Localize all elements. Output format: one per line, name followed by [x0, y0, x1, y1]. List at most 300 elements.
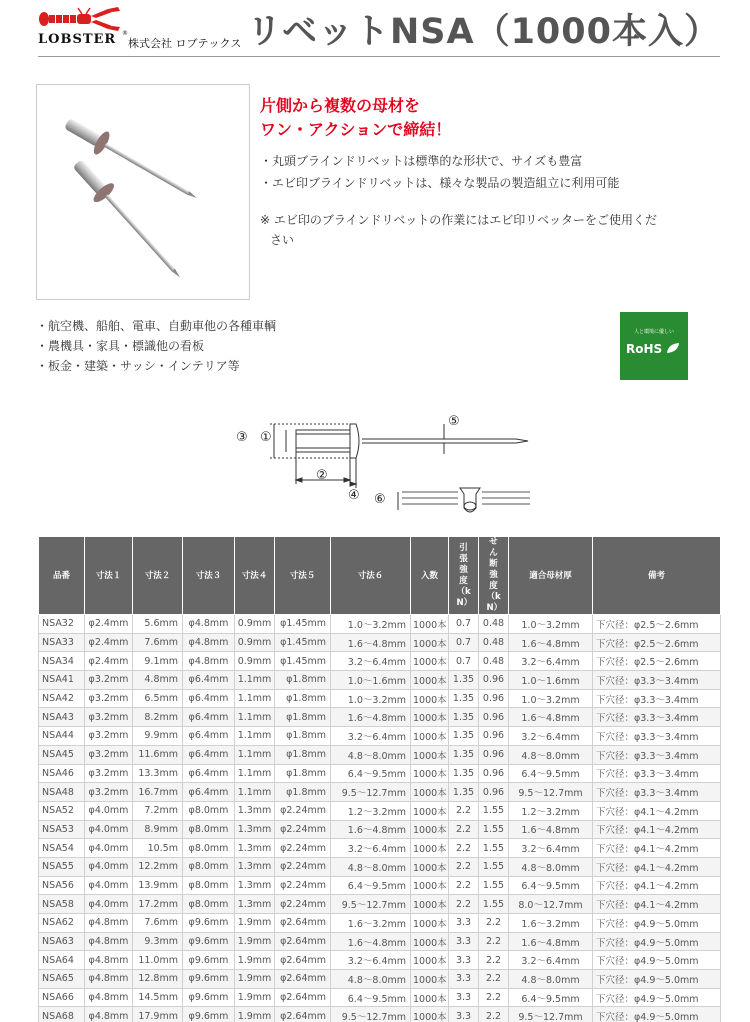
table-cell: 1.35	[449, 783, 479, 802]
table-cell: φ2.64mm	[275, 914, 331, 933]
table-cell: 11.6mm	[133, 745, 183, 764]
table-cell: NSA45	[39, 745, 85, 764]
table-cell: φ4.8mm	[183, 633, 235, 652]
table-cell: NSA41	[39, 671, 85, 690]
table-cell: φ1.45mm	[275, 615, 331, 634]
table-cell: 1.1mm	[235, 708, 275, 727]
table-cell: 9.5～12.7mm	[331, 1007, 411, 1022]
application-item: ・板金・建築・サッシ・インテリア等	[36, 359, 240, 373]
note-line: ※ エビ印のブラインドリベットの作業にはエビ印リベッターをご使用くだ	[260, 213, 658, 227]
table-cell: 1.3mm	[235, 801, 275, 820]
table-row	[39, 689, 721, 708]
table-cell: φ8.0mm	[183, 820, 235, 839]
table-cell: 1000本	[411, 895, 449, 914]
table-row	[39, 820, 721, 839]
table-cell: NSA58	[39, 895, 85, 914]
table-row	[39, 652, 721, 671]
table-cell: φ8.0mm	[183, 895, 235, 914]
table-cell: φ8.0mm	[183, 801, 235, 820]
table-cell: 6.4～9.5mm	[331, 764, 411, 783]
table-cell: 1000本	[411, 671, 449, 690]
table-cell: 3.2～6.4mm	[509, 951, 593, 970]
table-cell: 下穴径：φ3.3～3.4mm	[593, 783, 721, 802]
column-header: 寸法６	[331, 537, 411, 615]
table-cell: φ1.8mm	[275, 708, 331, 727]
table-cell: 下穴径：φ2.5～2.6mm	[593, 633, 721, 652]
table-cell: 1.1mm	[235, 745, 275, 764]
table-cell: φ4.8mm	[85, 932, 133, 951]
table-cell: 1000本	[411, 633, 449, 652]
table-cell: 2.2	[479, 951, 509, 970]
table-cell: 1000本	[411, 857, 449, 876]
table-cell: 1000本	[411, 876, 449, 895]
table-row	[39, 1007, 721, 1022]
table-cell: φ4.8mm	[85, 914, 133, 933]
feature-list	[260, 150, 619, 194]
table-cell: 1000本	[411, 970, 449, 989]
table-cell: 7.6mm	[133, 633, 183, 652]
column-header: 品番	[39, 537, 85, 615]
table-cell: 9.1mm	[133, 652, 183, 671]
catch-line: ワン・アクションで締結！	[260, 120, 452, 139]
table-cell: 0.96	[479, 764, 509, 783]
table-cell: 下穴径：φ4.1～4.2mm	[593, 839, 721, 858]
table-cell: 0.7	[449, 652, 479, 671]
table-row	[39, 633, 721, 652]
table-cell: φ8.0mm	[183, 876, 235, 895]
table-cell: 1.35	[449, 745, 479, 764]
product-photo	[36, 84, 250, 300]
table-cell: 1.55	[479, 839, 509, 858]
table-cell: 1.1mm	[235, 671, 275, 690]
table-cell: 6.4～9.5mm	[509, 988, 593, 1007]
table-cell: φ9.6mm	[183, 970, 235, 989]
table-cell: 1.1mm	[235, 783, 275, 802]
table-cell: φ1.8mm	[275, 745, 331, 764]
table-cell: φ3.2mm	[85, 745, 133, 764]
table-cell: 1.35	[449, 671, 479, 690]
table-cell: 3.2～6.4mm	[509, 839, 593, 858]
table-cell: NSA53	[39, 820, 85, 839]
table-cell: φ3.2mm	[85, 689, 133, 708]
catch-copy	[260, 94, 451, 142]
table-cell: φ2.64mm	[275, 1007, 331, 1022]
table-cell: 1.35	[449, 727, 479, 746]
table-cell: φ2.24mm	[275, 895, 331, 914]
table-cell: 下穴径：φ2.5～2.6mm	[593, 615, 721, 634]
table-cell: 6.5mm	[133, 689, 183, 708]
table-cell: 1.35	[449, 689, 479, 708]
table-cell: NSA54	[39, 839, 85, 858]
table-cell: 3.3	[449, 951, 479, 970]
table-cell: φ6.4mm	[183, 708, 235, 727]
table-cell: 1.1mm	[235, 689, 275, 708]
table-cell: φ4.0mm	[85, 820, 133, 839]
table-cell: 3.3	[449, 1007, 479, 1022]
dim-label-4: ④	[348, 488, 360, 503]
shear-strength-header: せん断強度（kN）	[486, 537, 503, 613]
table-row	[39, 932, 721, 951]
table-cell: 1000本	[411, 988, 449, 1007]
table-cell: 4.8～8.0mm	[331, 857, 411, 876]
table-cell: φ9.6mm	[183, 951, 235, 970]
table-cell: 下穴径：φ4.1～4.2mm	[593, 895, 721, 914]
column-header: 寸法３	[183, 537, 235, 615]
table-cell: NSA44	[39, 727, 85, 746]
table-cell: 11.0mm	[133, 951, 183, 970]
table-cell: 下穴径：φ3.3～3.4mm	[593, 764, 721, 783]
table-cell: 2.2	[479, 932, 509, 951]
table-cell: 2.2	[479, 914, 509, 933]
table-cell: 3.3	[449, 932, 479, 951]
table-row	[39, 708, 721, 727]
registered-mark: ®	[122, 30, 128, 37]
table-row	[39, 970, 721, 989]
table-cell: 2.2	[449, 801, 479, 820]
table-cell: 1000本	[411, 764, 449, 783]
table-cell: 9.3mm	[133, 932, 183, 951]
table-cell: φ4.0mm	[85, 876, 133, 895]
table-row	[39, 914, 721, 933]
table-cell: NSA55	[39, 857, 85, 876]
brand-name: LOBSTER	[38, 32, 117, 47]
table-cell: 4.8～8.0mm	[331, 970, 411, 989]
table-cell: 0.48	[479, 615, 509, 634]
table-cell: 1000本	[411, 727, 449, 746]
spec-table-body	[39, 615, 721, 1022]
table-cell: 3.2～6.4mm	[331, 839, 411, 858]
table-cell: φ2.4mm	[85, 633, 133, 652]
table-cell: 0.9mm	[235, 615, 275, 634]
table-cell: φ4.8mm	[85, 951, 133, 970]
table-cell: 下穴径：φ2.5～2.6mm	[593, 652, 721, 671]
table-cell: 下穴径：φ3.3～3.4mm	[593, 745, 721, 764]
table-cell: 0.48	[479, 652, 509, 671]
table-cell: 1.35	[449, 708, 479, 727]
table-row	[39, 671, 721, 690]
table-cell: φ3.2mm	[85, 708, 133, 727]
table-cell: 5.6mm	[133, 615, 183, 634]
rohs-tagline: 人と環境に優しい	[633, 329, 674, 335]
table-cell: 1.3mm	[235, 895, 275, 914]
table-cell: 1.2～3.2mm	[331, 801, 411, 820]
table-cell: φ6.4mm	[183, 689, 235, 708]
table-cell: 4.8～8.0mm	[509, 745, 593, 764]
lobster-icon	[38, 6, 124, 32]
table-cell: φ9.6mm	[183, 932, 235, 951]
table-cell: 1.6～4.8mm	[331, 932, 411, 951]
table-cell: φ1.8mm	[275, 689, 331, 708]
table-cell: 8.9mm	[133, 820, 183, 839]
table-cell: 1000本	[411, 783, 449, 802]
table-cell: 6.4～9.5mm	[509, 764, 593, 783]
table-cell: φ8.0mm	[183, 857, 235, 876]
table-cell: 3.3	[449, 970, 479, 989]
dim-label-5: ⑤	[448, 414, 460, 429]
table-cell: φ2.24mm	[275, 820, 331, 839]
table-cell: 16.7mm	[133, 783, 183, 802]
dim-label-3: ③	[236, 430, 248, 445]
table-cell: 1.6～4.8mm	[509, 708, 593, 727]
table-cell: φ1.8mm	[275, 727, 331, 746]
table-cell: 3.3	[449, 988, 479, 1007]
table-cell: φ2.24mm	[275, 857, 331, 876]
page-title: リベットNSA（1000本入）	[246, 12, 720, 52]
table-cell: 9.5～12.7mm	[331, 895, 411, 914]
table-cell: 1.0～3.2mm	[331, 615, 411, 634]
table-cell: 1000本	[411, 708, 449, 727]
table-row	[39, 857, 721, 876]
table-cell: φ2.4mm	[85, 652, 133, 671]
note-line: さい	[270, 233, 295, 247]
table-row	[39, 895, 721, 914]
table-cell: 1.9mm	[235, 1007, 275, 1022]
column-header: 寸法２	[133, 537, 183, 615]
table-cell: NSA32	[39, 615, 85, 634]
table-cell: 1.3mm	[235, 839, 275, 858]
table-cell: φ4.0mm	[85, 839, 133, 858]
table-cell: φ2.24mm	[275, 801, 331, 820]
table-cell: 1.0～3.2mm	[509, 689, 593, 708]
tensile-strength-header: 引張強度（kN）	[456, 542, 473, 608]
table-cell: 2.2	[479, 1007, 509, 1022]
header-divider	[38, 56, 720, 57]
rivet-photo-illustration	[37, 85, 249, 299]
feature-item: ・丸頭ブラインドリベットは標準的な形状で、サイズも豊富	[260, 154, 583, 168]
column-header: 寸法４	[235, 537, 275, 615]
table-cell: NSA42	[39, 689, 85, 708]
table-cell: 1.0～3.2mm	[331, 689, 411, 708]
table-cell: 下穴径：φ4.1～4.2mm	[593, 876, 721, 895]
table-cell: 3.2～6.4mm	[509, 652, 593, 671]
table-cell: 1.6～4.8mm	[331, 633, 411, 652]
table-cell: NSA46	[39, 764, 85, 783]
table-cell: 下穴径：φ4.9～5.0mm	[593, 988, 721, 1007]
table-row	[39, 876, 721, 895]
column-header: 備考	[593, 537, 721, 615]
column-header: 寸法５	[275, 537, 331, 615]
table-cell: 0.96	[479, 708, 509, 727]
table-cell: NSA66	[39, 988, 85, 1007]
table-cell: 1.0～3.2mm	[509, 615, 593, 634]
table-cell: φ4.0mm	[85, 801, 133, 820]
table-cell: 0.96	[479, 745, 509, 764]
table-cell: 1000本	[411, 839, 449, 858]
table-cell: 4.8～8.0mm	[331, 745, 411, 764]
table-cell: 1.6～3.2mm	[509, 914, 593, 933]
table-cell: φ2.24mm	[275, 876, 331, 895]
table-cell: 1.55	[479, 857, 509, 876]
table-cell: 8.0～12.7mm	[509, 895, 593, 914]
table-cell: φ2.64mm	[275, 932, 331, 951]
table-cell: 1.55	[479, 801, 509, 820]
table-cell: 下穴径：φ4.9～5.0mm	[593, 951, 721, 970]
table-cell: 下穴径：φ4.9～5.0mm	[593, 932, 721, 951]
table-cell: 下穴径：φ4.9～5.0mm	[593, 970, 721, 989]
table-row	[39, 783, 721, 802]
rivet-dimension-diagram	[230, 408, 540, 520]
table-cell: 4.8mm	[133, 671, 183, 690]
table-cell: φ3.2mm	[85, 783, 133, 802]
table-cell: φ2.64mm	[275, 970, 331, 989]
table-cell: φ4.8mm	[85, 1007, 133, 1022]
table-cell: 2.2	[449, 876, 479, 895]
table-cell: 下穴径：φ4.1～4.2mm	[593, 820, 721, 839]
table-cell: 1.55	[479, 820, 509, 839]
table-cell: 1000本	[411, 914, 449, 933]
table-cell: 1.6～4.8mm	[509, 932, 593, 951]
dim-label-2: ②	[316, 468, 328, 483]
column-header	[449, 537, 479, 615]
table-cell: NSA34	[39, 652, 85, 671]
table-row	[39, 801, 721, 820]
table-cell: 7.6mm	[133, 914, 183, 933]
table-cell: 13.3mm	[133, 764, 183, 783]
table-cell: 1.9mm	[235, 988, 275, 1007]
table-cell: 0.9mm	[235, 652, 275, 671]
table-cell: 1000本	[411, 615, 449, 634]
table-cell: 2.2	[449, 820, 479, 839]
table-cell: 1.1mm	[235, 764, 275, 783]
leaf-icon	[666, 342, 680, 354]
table-cell: 1.6～4.8mm	[509, 633, 593, 652]
table-cell: 3.2～6.4mm	[331, 652, 411, 671]
lobster-logo	[38, 6, 242, 54]
table-cell: 4.8～8.0mm	[509, 970, 593, 989]
table-cell: φ3.2mm	[85, 764, 133, 783]
table-cell: 1000本	[411, 951, 449, 970]
table-cell: φ6.4mm	[183, 671, 235, 690]
table-cell: 下穴径：φ3.3～3.4mm	[593, 671, 721, 690]
table-cell: φ4.8mm	[183, 652, 235, 671]
table-cell: φ8.0mm	[183, 839, 235, 858]
table-cell: NSA68	[39, 1007, 85, 1022]
table-cell: φ6.4mm	[183, 727, 235, 746]
table-cell: 8.2mm	[133, 708, 183, 727]
feature-item: ・エビ印ブラインドリベットは、様々な製品の製造組立に利用可能	[260, 176, 620, 190]
table-cell: φ3.2mm	[85, 671, 133, 690]
table-cell: 1.55	[479, 895, 509, 914]
table-cell: 1.1mm	[235, 727, 275, 746]
table-cell: 2.2	[479, 970, 509, 989]
rohs-label: RoHS	[626, 342, 663, 356]
table-cell: φ6.4mm	[183, 783, 235, 802]
table-cell: 下穴径：φ4.1～4.2mm	[593, 801, 721, 820]
table-cell: 1000本	[411, 652, 449, 671]
table-cell: 1.9mm	[235, 932, 275, 951]
table-cell: 1000本	[411, 801, 449, 820]
column-header: 寸法１	[85, 537, 133, 615]
table-cell: 0.9mm	[235, 633, 275, 652]
table-cell: 1.9mm	[235, 914, 275, 933]
table-cell: φ4.8mm	[183, 615, 235, 634]
table-row	[39, 764, 721, 783]
table-cell: φ9.6mm	[183, 988, 235, 1007]
table-cell: 1.6～3.2mm	[331, 914, 411, 933]
table-cell: 0.96	[479, 727, 509, 746]
table-cell: 1000本	[411, 820, 449, 839]
page-header	[0, 0, 750, 60]
table-cell: 9.9mm	[133, 727, 183, 746]
table-cell: 9.5～12.7mm	[509, 1007, 593, 1022]
column-header	[479, 537, 509, 615]
table-cell: 3.2～6.4mm	[509, 727, 593, 746]
table-cell: 6.4～9.5mm	[331, 876, 411, 895]
table-cell: NSA65	[39, 970, 85, 989]
table-cell: 0.7	[449, 615, 479, 634]
table-cell: 1.55	[479, 876, 509, 895]
table-cell: 3.3	[449, 914, 479, 933]
usage-note	[260, 210, 718, 250]
catch-line: 片側から複数の母材を	[260, 96, 421, 115]
table-cell: 2.2	[479, 988, 509, 1007]
table-cell: φ6.4mm	[183, 745, 235, 764]
table-cell: 下穴径：φ3.3～3.4mm	[593, 727, 721, 746]
table-cell: φ6.4mm	[183, 764, 235, 783]
table-cell: 1.6～4.8mm	[331, 820, 411, 839]
table-cell: 1.6～4.8mm	[331, 708, 411, 727]
table-cell: 1.9mm	[235, 951, 275, 970]
table-cell: 17.2mm	[133, 895, 183, 914]
table-cell: 1.0～1.6mm	[331, 671, 411, 690]
table-cell: 1.9mm	[235, 970, 275, 989]
table-cell: 下穴径：φ4.9～5.0mm	[593, 914, 721, 933]
table-row	[39, 988, 721, 1007]
table-cell: 9.5～12.7mm	[331, 783, 411, 802]
table-cell: 0.7	[449, 633, 479, 652]
table-cell: NSA43	[39, 708, 85, 727]
table-row	[39, 727, 721, 746]
table-cell: φ4.8mm	[85, 988, 133, 1007]
table-cell: φ1.8mm	[275, 764, 331, 783]
table-cell: NSA33	[39, 633, 85, 652]
table-cell: 1000本	[411, 1007, 449, 1022]
table-cell: φ9.6mm	[183, 1007, 235, 1022]
company-name: 株式会社 ロブテックス	[128, 37, 242, 50]
application-item: ・農機具・家具・標識他の看板	[36, 339, 205, 353]
table-cell: NSA56	[39, 876, 85, 895]
table-cell: φ1.8mm	[275, 783, 331, 802]
column-header: 入数	[411, 537, 449, 615]
table-cell: φ4.0mm	[85, 857, 133, 876]
table-cell: NSA62	[39, 914, 85, 933]
table-cell: NSA48	[39, 783, 85, 802]
table-row	[39, 615, 721, 634]
table-row	[39, 839, 721, 858]
table-cell: 1.2～3.2mm	[509, 801, 593, 820]
table-cell: 3.2～6.4mm	[331, 951, 411, 970]
table-cell: φ9.6mm	[183, 914, 235, 933]
table-cell: 下穴径：φ3.3～3.4mm	[593, 689, 721, 708]
table-cell: NSA52	[39, 801, 85, 820]
spec-table	[38, 536, 721, 1022]
table-header-row	[39, 537, 721, 615]
column-header: 適合母材厚	[509, 537, 593, 615]
table-cell: 1.3mm	[235, 820, 275, 839]
table-cell: φ2.64mm	[275, 951, 331, 970]
table-cell: 1.3mm	[235, 876, 275, 895]
table-cell: 12.8mm	[133, 970, 183, 989]
table-cell: 1000本	[411, 745, 449, 764]
table-cell: 17.9mm	[133, 1007, 183, 1022]
table-cell: 6.4～9.5mm	[331, 988, 411, 1007]
table-cell: 0.96	[479, 783, 509, 802]
table-cell: 1.0～1.6mm	[509, 671, 593, 690]
table-cell: 9.5～12.7mm	[509, 783, 593, 802]
table-cell: 下穴径：φ3.3～3.4mm	[593, 708, 721, 727]
table-cell: φ3.2mm	[85, 727, 133, 746]
table-cell: φ4.8mm	[85, 970, 133, 989]
